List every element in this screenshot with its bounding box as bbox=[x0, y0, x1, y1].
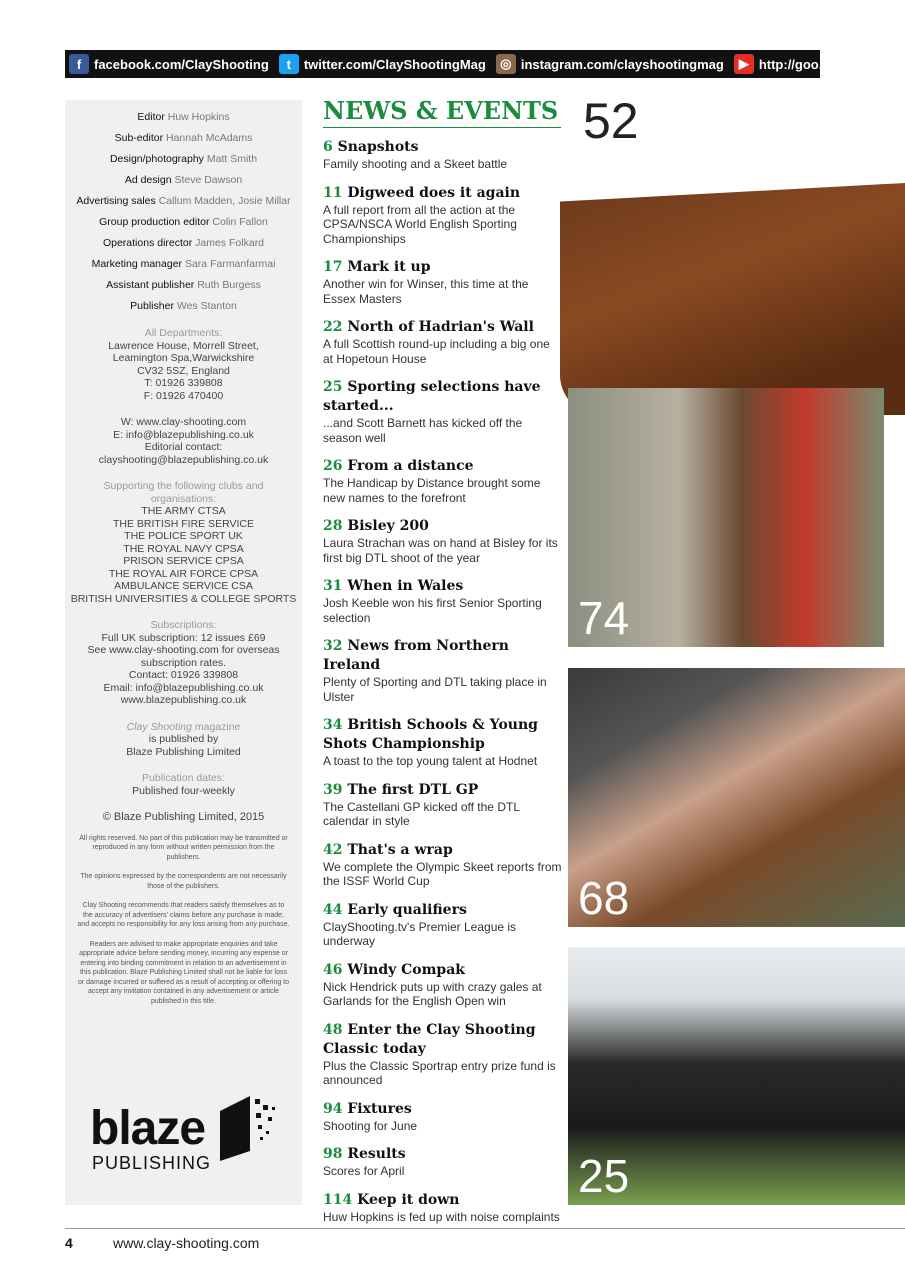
item-description: Shooting for June bbox=[323, 1118, 418, 1133]
legal-text: Readers are advised to make appropriate enquiries and take appropriate advice before sending money, incurring any expense or entering into binding commitment in relation to an advertisement in this publication. Blaze Publishing Limited shall not be liable for loss or damage incurred or suffered as a result of accepting or offering to accept any invitation contained in any advertisement or article published in this title. bbox=[77, 940, 290, 1005]
staff-role: Ad design bbox=[124, 174, 172, 186]
magazine-name: Clay Shooting bbox=[126, 720, 192, 733]
contents-item[interactable] bbox=[323, 1145, 563, 1179]
contents-item[interactable] bbox=[323, 841, 563, 889]
contact-line: clayshooting@blazepublishing.co.uk bbox=[98, 453, 269, 466]
item-title bbox=[323, 716, 563, 754]
item-page: 11 bbox=[323, 184, 343, 201]
subscription-line: subscription rates. bbox=[140, 656, 227, 669]
staff-name: Callum Madden, Josie Millar bbox=[158, 195, 291, 207]
subscriptions-block bbox=[65, 619, 302, 707]
item-title-text: From a distance bbox=[347, 458, 474, 474]
item-description: The Castellani GP kicked off the DTL calendar in style bbox=[323, 799, 520, 828]
item-title bbox=[323, 901, 563, 920]
address-line: T: 01926 339808 bbox=[144, 377, 223, 389]
social-link[interactable] bbox=[69, 54, 269, 74]
staff-role: Publisher bbox=[130, 300, 174, 312]
item-page: 28 bbox=[323, 518, 343, 534]
item-page: 42 bbox=[323, 841, 343, 858]
subs-heading: Subscriptions: bbox=[150, 619, 217, 631]
legal-text: The opinions expressed by the correspondents are not necessarily those of the publishers. bbox=[80, 873, 287, 890]
published-text: magazine bbox=[191, 720, 241, 733]
item-page: 44 bbox=[323, 901, 343, 918]
page-number-52: 52 bbox=[583, 93, 639, 149]
staff-name: Sara Farmanfarmai bbox=[184, 258, 276, 270]
photo-68[interactable] bbox=[568, 668, 905, 927]
contents-item[interactable] bbox=[323, 318, 563, 366]
social-bar bbox=[65, 50, 887, 78]
contents-item[interactable] bbox=[323, 901, 563, 949]
item-description: Plenty of Sporting and DTL taking place in Ulster bbox=[323, 675, 547, 704]
contents-item[interactable] bbox=[323, 637, 563, 704]
photo-page-number: 74 bbox=[578, 592, 630, 644]
item-description: A toast to the top young talent at Hodnet bbox=[323, 754, 538, 768]
staff-role: Sub-editor bbox=[114, 132, 164, 144]
legal-text: Clay Shooting recommends that readers satisfy themselves as to the accuracy of advertisers' claims before any purchase is made, and accepts no responsibility for any loss arising from any purchase. bbox=[77, 902, 290, 928]
item-page: 6 bbox=[323, 139, 333, 155]
item-title bbox=[323, 1021, 563, 1059]
club-name: AMBULANCE SERVICE CSA bbox=[114, 580, 253, 592]
subscription-line: Email: info@blazepublishing.co.uk bbox=[103, 681, 264, 694]
address-line: F: 01926 470400 bbox=[143, 389, 224, 402]
published-text: is published by bbox=[148, 733, 219, 745]
social-link-text: instagram.com/clayshootingmag bbox=[520, 56, 724, 72]
dates-heading: Publication dates: bbox=[142, 772, 225, 784]
item-title bbox=[323, 258, 563, 277]
footer-page-number: 4 bbox=[65, 1235, 73, 1251]
item-title bbox=[323, 961, 563, 980]
item-page: 31 bbox=[323, 578, 343, 594]
publisher-name: Blaze Publishing Limited bbox=[126, 745, 241, 758]
clubs-block bbox=[65, 480, 302, 605]
contact-line: E: info@blazepublishing.co.uk bbox=[113, 428, 254, 441]
item-description: ClayShooting.tv's Premier League is underway bbox=[323, 919, 517, 948]
item-title-text: Keep it down bbox=[357, 1191, 460, 1208]
contents-item[interactable] bbox=[323, 378, 563, 445]
item-title-text: British Schools & Young Shots Championship bbox=[323, 717, 538, 752]
item-title bbox=[323, 841, 563, 860]
clubs-heading: Supporting the following clubs and organisations: bbox=[103, 480, 264, 505]
masthead-panel bbox=[65, 100, 302, 1205]
item-title bbox=[323, 781, 563, 800]
social-link-text: http://goo.gl/vxKYKJ bbox=[758, 56, 887, 72]
item-page: 46 bbox=[323, 961, 343, 978]
contents-list bbox=[323, 96, 563, 1224]
item-title-text: Fixtures bbox=[347, 1100, 412, 1117]
photo-page-number: 25 bbox=[578, 1150, 630, 1202]
item-title bbox=[323, 1191, 563, 1210]
item-description: Plus the Classic Sportrap entry prize fund is announced bbox=[323, 1058, 556, 1087]
social-link-text: facebook.com/ClayShooting bbox=[94, 56, 269, 72]
item-page: 94 bbox=[323, 1100, 343, 1117]
photo-25[interactable] bbox=[568, 947, 905, 1205]
staff-name: Ruth Burgess bbox=[197, 279, 261, 291]
item-description: ...and Scott Barnett has kicked off the season well bbox=[323, 416, 523, 445]
staff-role: Advertising sales bbox=[76, 195, 156, 207]
contents-item[interactable] bbox=[323, 457, 563, 505]
item-title-text: Windy Compak bbox=[347, 961, 465, 978]
contents-item[interactable] bbox=[323, 184, 563, 247]
social-link[interactable] bbox=[734, 54, 887, 74]
youtube-icon: ▶ bbox=[734, 54, 754, 74]
legal-text: All rights reserved. No part of this publication may be transmitted or reproduced in any form without written permission from the publishers. bbox=[79, 834, 288, 861]
item-title bbox=[323, 318, 563, 337]
staff-name: Hannah McAdams bbox=[166, 132, 253, 144]
staff-entry bbox=[65, 257, 302, 271]
copyright: © Blaze Publishing Limited, 2015 bbox=[102, 811, 265, 823]
contents-item[interactable] bbox=[323, 258, 563, 306]
club-name: THE ROYAL AIR FORCE CPSA bbox=[108, 567, 259, 580]
item-title bbox=[323, 1100, 563, 1119]
logo-word: blaze bbox=[90, 1102, 206, 1155]
social-link-text: twitter.com/ClayShootingMag bbox=[303, 56, 486, 72]
subscription-line: www.blazepublishing.co.uk bbox=[120, 694, 247, 706]
dates-value: Published four-weekly bbox=[132, 784, 235, 797]
item-title-text: Results bbox=[347, 1146, 406, 1162]
contents-item[interactable] bbox=[323, 961, 563, 1009]
item-page: 34 bbox=[323, 717, 343, 733]
photo-page-number: 68 bbox=[578, 872, 630, 924]
item-title-text: Early qualifiers bbox=[347, 901, 467, 918]
staff-role: Design/photography bbox=[109, 153, 204, 165]
item-title bbox=[323, 577, 563, 596]
club-name: PRISON SERVICE CPSA bbox=[123, 555, 244, 567]
item-description: A full Scottish round-up including a big one at Hopetoun House bbox=[323, 337, 550, 366]
subscription-line: See www.clay-shooting.com for overseas bbox=[87, 644, 280, 656]
facebook-icon: f bbox=[69, 54, 89, 74]
item-title-text: The first DTL GP bbox=[347, 781, 479, 798]
staff-name: James Folkard bbox=[195, 237, 265, 249]
contents-item[interactable] bbox=[323, 781, 563, 829]
contact-heading: All Departments: bbox=[144, 327, 223, 339]
item-page: 17 bbox=[323, 259, 343, 275]
staff-role: Editor bbox=[137, 111, 165, 123]
staff-role: Marketing manager bbox=[91, 258, 183, 270]
contact-line: W: www.clay-shooting.com bbox=[120, 416, 247, 428]
contents-item[interactable] bbox=[323, 517, 563, 565]
item-description: Nick Hendrick puts up with crazy gales at Garlands for the English Open win bbox=[323, 979, 542, 1008]
footer-url[interactable]: www.clay-shooting.com bbox=[113, 1235, 260, 1251]
item-title bbox=[323, 138, 563, 157]
staff-name: Steve Dawson bbox=[174, 174, 243, 186]
contents-item[interactable] bbox=[323, 1100, 563, 1134]
item-title-text: Bisley 200 bbox=[347, 518, 429, 534]
item-page: 114 bbox=[323, 1191, 353, 1208]
item-description: Josh Keeble won his first Senior Sporting selection bbox=[323, 596, 542, 625]
contents-item[interactable] bbox=[323, 138, 563, 172]
address-line: Lawrence House, Morrell Street, bbox=[108, 339, 259, 352]
web-contact bbox=[65, 416, 302, 466]
logo-pixels-icon bbox=[210, 1091, 280, 1161]
published-block bbox=[65, 721, 302, 759]
item-title bbox=[323, 1145, 563, 1164]
photo-74[interactable] bbox=[568, 388, 884, 647]
item-page: 25 bbox=[323, 379, 343, 395]
footer-rule bbox=[65, 1228, 905, 1229]
staff-entry bbox=[65, 173, 302, 187]
item-page: 32 bbox=[323, 638, 343, 654]
logo-sub: PUBLISHING bbox=[92, 1153, 212, 1173]
contents-item[interactable] bbox=[323, 1191, 563, 1225]
contents-item[interactable] bbox=[323, 716, 563, 769]
item-description: A full report from all the action at the CPSA/NSCA World English Sporting Championships bbox=[323, 202, 517, 246]
club-name: THE POLICE SPORT UK bbox=[124, 530, 243, 542]
item-title-text: Enter the Clay Shooting Classic today bbox=[323, 1021, 536, 1057]
item-title-text: Snapshots bbox=[337, 139, 419, 155]
subscription-line: Full UK subscription: 12 issues £69 bbox=[101, 631, 266, 644]
contents-item[interactable] bbox=[323, 577, 563, 625]
club-name: THE BRITISH FIRE SERVICE bbox=[113, 517, 254, 530]
staff-list bbox=[65, 110, 302, 313]
staff-entry bbox=[65, 236, 302, 250]
item-description: Another win for Winser, this time at the Essex Masters bbox=[323, 277, 529, 306]
item-title bbox=[323, 184, 563, 203]
staff-role: Assistant publisher bbox=[106, 279, 195, 291]
contents-item[interactable] bbox=[323, 1021, 563, 1088]
contact-line: Editorial contact: bbox=[144, 441, 223, 453]
club-name: BRITISH UNIVERSITIES & COLLEGE SPORTS bbox=[70, 592, 297, 605]
dates-block bbox=[65, 772, 302, 797]
staff-name: Matt Smith bbox=[206, 153, 258, 165]
item-description: Laura Strachan was on hand at Bisley for its first big DTL shoot of the year bbox=[323, 536, 558, 565]
subscription-line: Contact: 01926 339808 bbox=[128, 669, 239, 681]
twitter-icon: t bbox=[279, 54, 299, 74]
item-title-text: Digweed does it again bbox=[347, 184, 521, 201]
item-title-text: Sporting selections have started... bbox=[323, 379, 541, 414]
section-title: NEWS & EVENTS bbox=[323, 96, 561, 128]
social-link[interactable] bbox=[279, 54, 486, 74]
staff-entry bbox=[65, 194, 302, 208]
item-page: 48 bbox=[323, 1021, 343, 1038]
item-description: We complete the Olympic Skeet reports from the ISSF World Cup bbox=[323, 859, 562, 888]
item-description: The Handicap by Distance brought some new names to the forefront bbox=[323, 476, 541, 505]
staff-entry bbox=[65, 215, 302, 229]
club-name: THE ARMY CTSA bbox=[141, 505, 226, 517]
item-title-text: When in Wales bbox=[347, 578, 464, 594]
photo-gunstock[interactable] bbox=[560, 183, 905, 415]
club-name: THE ROYAL NAVY CPSA bbox=[123, 542, 244, 555]
item-title-text: Mark it up bbox=[347, 259, 431, 275]
staff-name: Colin Fallon bbox=[212, 216, 268, 228]
item-page: 26 bbox=[323, 458, 343, 474]
item-page: 22 bbox=[323, 319, 343, 335]
staff-role: Group production editor bbox=[99, 216, 210, 228]
contact-block bbox=[65, 327, 302, 402]
item-description: Huw Hopkins is fed up with noise complaints bbox=[323, 1209, 560, 1224]
social-link[interactable] bbox=[496, 54, 724, 74]
staff-entry bbox=[65, 299, 302, 313]
staff-name: Huw Hopkins bbox=[167, 111, 230, 123]
staff-entry bbox=[65, 131, 302, 145]
address-line: Leamington Spa,Warwickshire bbox=[112, 352, 255, 364]
item-description: Family shooting and a Skeet battle bbox=[323, 157, 508, 171]
staff-name: Wes Stanton bbox=[176, 300, 237, 312]
item-title bbox=[323, 517, 563, 536]
staff-entry bbox=[65, 110, 302, 124]
item-title bbox=[323, 637, 563, 675]
address-line: CV32 5SZ, England bbox=[137, 364, 230, 377]
item-title-text: News from Northern Ireland bbox=[323, 638, 509, 673]
item-title bbox=[323, 378, 563, 416]
item-description: Scores for April bbox=[323, 1164, 405, 1178]
item-title bbox=[323, 457, 563, 476]
item-page: 39 bbox=[323, 781, 343, 798]
item-page: 98 bbox=[323, 1146, 343, 1162]
staff-entry bbox=[65, 278, 302, 292]
item-title-text: North of Hadrian's Wall bbox=[347, 319, 534, 335]
staff-role: Operations director bbox=[102, 237, 193, 249]
instagram-icon: ◎ bbox=[496, 54, 516, 74]
blaze-logo bbox=[90, 1091, 280, 1181]
item-title-text: That's a wrap bbox=[347, 841, 453, 858]
staff-entry bbox=[65, 152, 302, 166]
